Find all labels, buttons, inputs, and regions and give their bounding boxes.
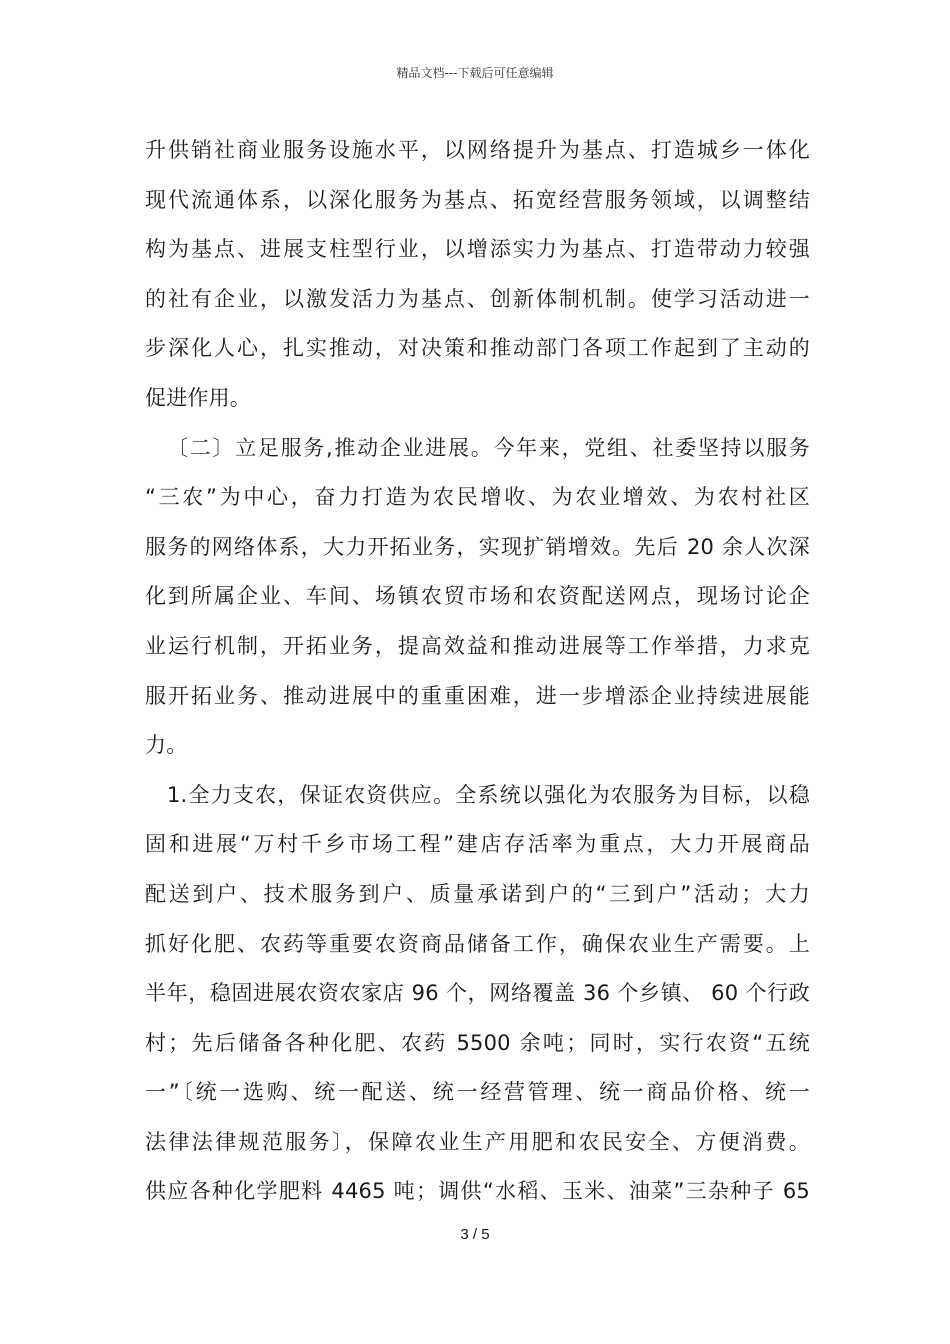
- paragraph-line: 半年，稳固进展农资农家店 96 个，网络覆盖 36 个乡镇、 60 个行政: [145, 981, 810, 1006]
- paragraph-line: 一”〔统一选购、统一配送、统一经营管理、统一商品价格、统一: [145, 1080, 810, 1105]
- paragraph-line: 步深化人心，扎实推动，对决策和推动部门各项工作起到了主动的: [145, 336, 810, 361]
- paragraph-line: 固和进展“万村千乡市场工程”建店存活率为重点，大力开展商品: [145, 832, 810, 857]
- page-number: 3 / 5: [460, 1226, 490, 1243]
- document-body: [145, 126, 810, 1217]
- paragraph-line: 促进作用。: [145, 385, 251, 410]
- paragraph-line: 抓好化肥、农药等重要农资商品储备工作，确保农业生产需要。上: [145, 931, 810, 956]
- paragraph-line: 服开拓业务、推动进展中的重重困难，进一步增添企业持续进展能: [145, 683, 810, 708]
- paragraph-line: 业运行机制，开拓业务，提高效益和推动进展等工作举措，力求克: [145, 633, 810, 658]
- page-header: 精品文档---下载后可任意编辑: [396, 66, 554, 80]
- paragraph-line: 法律法律规范服务〕，保障农业生产用肥和农民安全、方便消费。: [145, 1129, 810, 1154]
- paragraph-line: 化到所属企业、车间、场镇农贸市场和农资配送网点，现场讨论企: [145, 584, 810, 609]
- paragraph-line: 构为基点、进展支柱型行业，以增添实力为基点、打造带动力较强: [145, 237, 810, 262]
- paragraph-line: “三农”为中心，奋力打造为农民增收、为农业增效、为农村社区: [145, 485, 810, 510]
- paragraph-line: 1.全力支农，保证农资供应。全系统以强化为农服务为目标，以稳: [167, 782, 810, 807]
- paragraph-line: 〔二〕立足服务,推动企业进展。今年来，党组、社委坚持以服务: [167, 435, 810, 460]
- paragraph-line: 现代流通体系，以深化服务为基点、拓宽经营服务领域，以调整结: [145, 187, 810, 212]
- paragraph-line: 服务的网络体系，大力开拓业务，实现扩销增效。先后 20 余人次深: [145, 534, 810, 559]
- paragraph-line: 升供销社商业服务设施水平，以网络提升为基点、打造城乡一体化: [145, 138, 810, 162]
- paragraph-line: 力。: [145, 733, 188, 758]
- paragraph-line: 的社有企业，以激发活力为基点、创新体制机制。使学习活动进一: [145, 286, 810, 311]
- paragraph-line: 村；先后储备各种化肥、农药 5500 余吨；同时，实行农资“五统: [145, 1030, 810, 1055]
- paragraph-line: 供应各种化学肥料 4465 吨；调供“水稻、玉米、油菜”三杂种子 65: [145, 1179, 810, 1204]
- paragraph-line: 配送到户、技术服务到户、质量承诺到户的“三到户”活动；大力: [145, 881, 810, 906]
